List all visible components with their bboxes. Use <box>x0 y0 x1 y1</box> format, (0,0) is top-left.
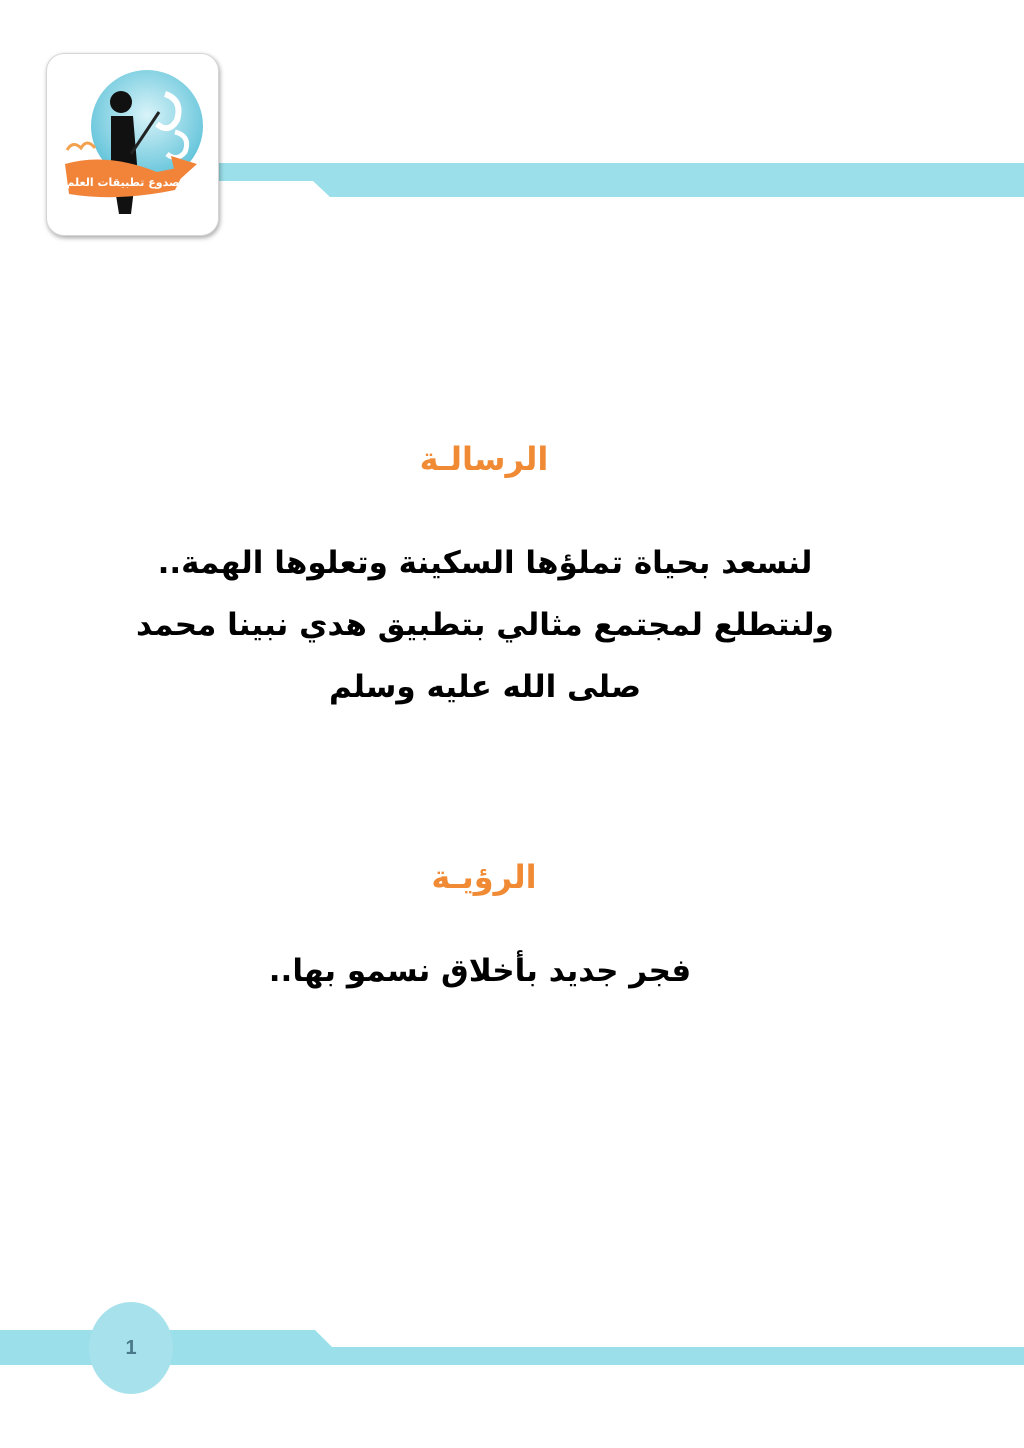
logo <box>46 53 219 236</box>
logo-banner-text: صدوع تطبيقات العلم <box>66 176 180 189</box>
page-number: 1 <box>125 1337 137 1359</box>
message-line: صلى الله عليه وسلم <box>328 669 642 705</box>
vision-heading: الرؤيـة <box>431 858 537 896</box>
message-line: ولنتطلع لمجتمع مثالي بتطبيق هدي نبينا محمد <box>136 607 834 643</box>
message-heading: الرسالـة <box>419 440 549 478</box>
message-body <box>110 532 860 718</box>
vision-body <box>180 940 780 1002</box>
message-line: لنسعد بحياة تملؤها السكينة وتعلوها الهمة.. <box>157 545 813 581</box>
teacher-pointer-logo-icon <box>47 54 218 235</box>
vision-line: فجر جديد بأخلاق نسمو بها.. <box>268 953 692 989</box>
